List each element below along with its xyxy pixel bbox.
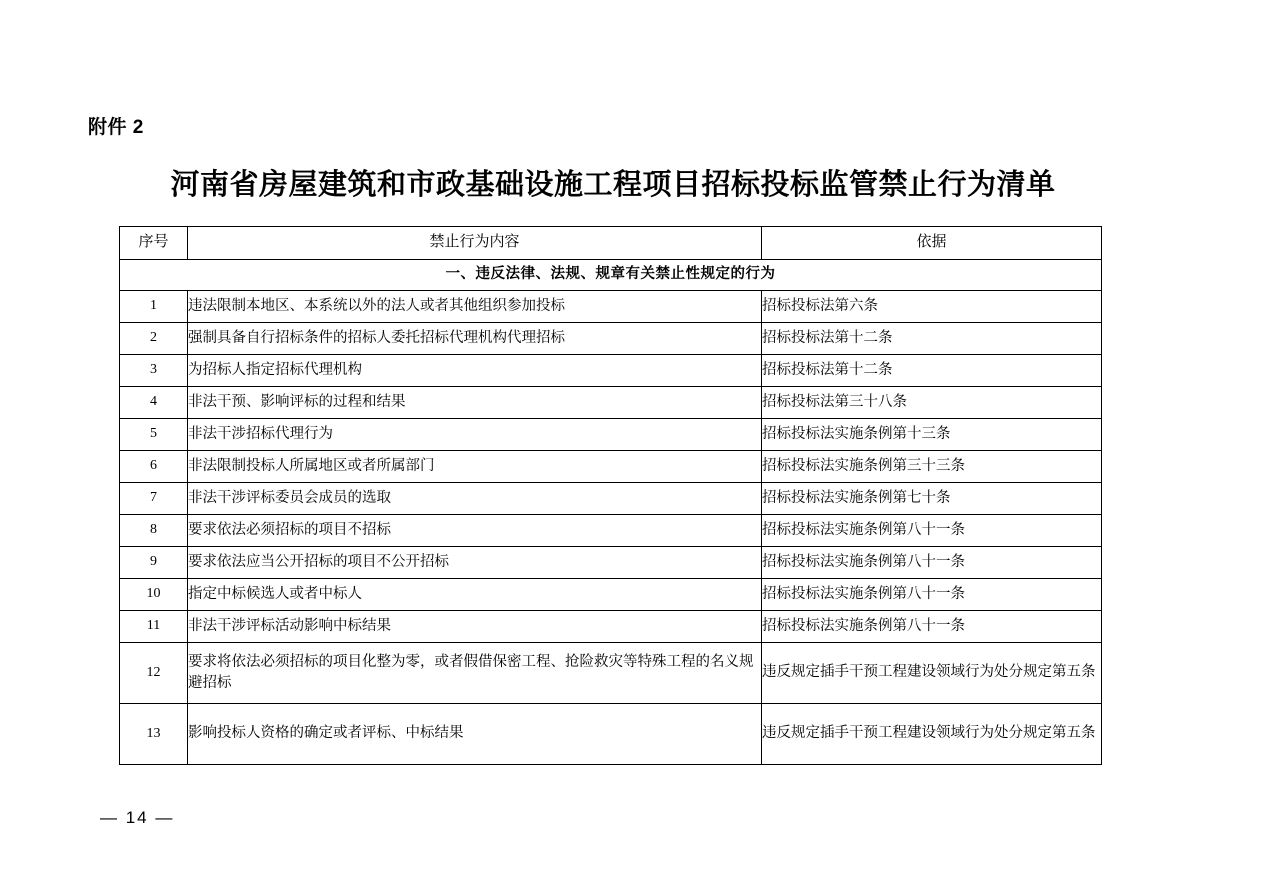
row-seq: 13 [120, 704, 188, 765]
row-basis: 招标投标法实施条例第八十一条 [762, 611, 1102, 643]
attachment-label: 附件 2 [88, 117, 144, 138]
row-content: 非法干涉评标活动影响中标结果 [188, 611, 762, 643]
row-content: 指定中标候选人或者中标人 [188, 579, 762, 611]
row-seq: 3 [120, 355, 188, 387]
row-basis: 违反规定插手干预工程建设领域行为处分规定第五条 [762, 643, 1102, 704]
row-basis: 招标投标法实施条例第八十一条 [762, 547, 1102, 579]
table-row [120, 451, 1102, 483]
row-content: 非法限制投标人所属地区或者所属部门 [188, 451, 762, 483]
row-seq: 5 [120, 419, 188, 451]
row-content: 强制具备自行招标条件的招标人委托招标代理机构代理招标 [188, 323, 762, 355]
row-content: 影响投标人资格的确定或者评标、中标结果 [188, 704, 762, 765]
table-row [120, 483, 1102, 515]
table-row [120, 547, 1102, 579]
row-basis: 招标投标法实施条例第十三条 [762, 419, 1102, 451]
table-row [120, 643, 1102, 704]
prohibited-actions-table [119, 226, 1102, 765]
table-row [120, 704, 1102, 765]
table-row [120, 515, 1102, 547]
row-content: 非法干涉评标委员会成员的选取 [188, 483, 762, 515]
row-basis: 招标投标法第十二条 [762, 355, 1102, 387]
row-seq: 10 [120, 579, 188, 611]
table-header-row [120, 227, 1102, 260]
table-row [120, 419, 1102, 451]
row-seq: 8 [120, 515, 188, 547]
page-title: 河南省房屋建筑和市政基础设施工程项目招标投标监管禁止行为清单 [170, 169, 1056, 201]
table-row [120, 355, 1102, 387]
row-seq: 7 [120, 483, 188, 515]
row-content: 要求依法应当公开招标的项目不公开招标 [188, 547, 762, 579]
row-basis: 招标投标法第六条 [762, 291, 1102, 323]
table-row [120, 579, 1102, 611]
column-header-basis: 依据 [762, 227, 1102, 260]
table-row [120, 387, 1102, 419]
row-basis: 违反规定插手干预工程建设领域行为处分规定第五条 [762, 704, 1102, 765]
row-content: 要求将依法必须招标的项目化整为零，或者假借保密工程、抢险救灾等特殊工程的名义规避招标 [188, 643, 762, 704]
row-seq: 11 [120, 611, 188, 643]
row-basis: 招标投标法实施条例第八十一条 [762, 579, 1102, 611]
row-basis: 招标投标法实施条例第三十三条 [762, 451, 1102, 483]
page-number: — 14 — [100, 808, 175, 827]
row-content: 非法干涉招标代理行为 [188, 419, 762, 451]
table-row [120, 611, 1102, 643]
row-basis: 招标投标法实施条例第七十条 [762, 483, 1102, 515]
row-seq: 9 [120, 547, 188, 579]
row-basis: 招标投标法实施条例第八十一条 [762, 515, 1102, 547]
column-header-seq: 序号 [120, 227, 188, 260]
column-header-content: 禁止行为内容 [188, 227, 762, 260]
section-title: 一、违反法律、法规、规章有关禁止性规定的行为 [120, 260, 1102, 291]
row-content: 违法限制本地区、本系统以外的法人或者其他组织参加投标 [188, 291, 762, 323]
table-row [120, 291, 1102, 323]
table-section-row [120, 260, 1102, 291]
row-seq: 6 [120, 451, 188, 483]
row-seq: 4 [120, 387, 188, 419]
row-seq: 1 [120, 291, 188, 323]
table-row [120, 323, 1102, 355]
row-content: 要求依法必须招标的项目不招标 [188, 515, 762, 547]
row-content: 非法干预、影响评标的过程和结果 [188, 387, 762, 419]
row-basis: 招标投标法第三十八条 [762, 387, 1102, 419]
row-basis: 招标投标法第十二条 [762, 323, 1102, 355]
row-seq: 2 [120, 323, 188, 355]
row-seq: 12 [120, 643, 188, 704]
row-content: 为招标人指定招标代理机构 [188, 355, 762, 387]
